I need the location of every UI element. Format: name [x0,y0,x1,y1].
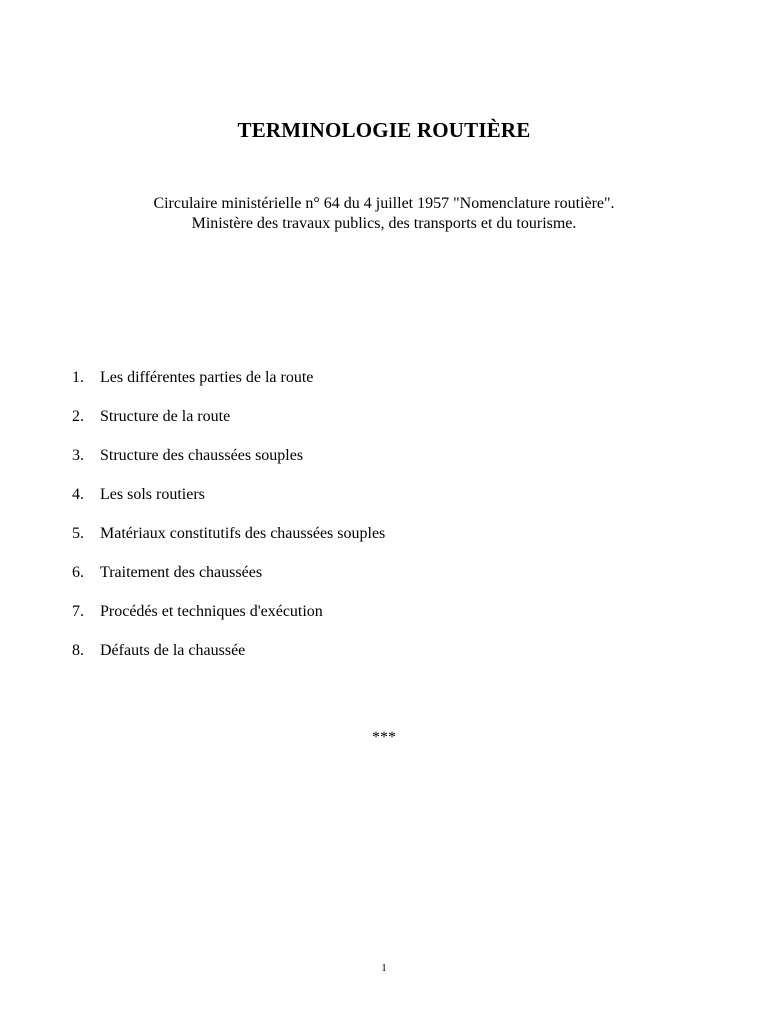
toc-item [72,641,385,680]
toc-item-label: Traitement des chaussées [100,564,263,581]
toc-item-label: Procédés et techniques d'exécution [100,603,323,620]
toc-item-number: 1. [72,369,84,386]
page-number: 1 [381,962,387,974]
toc-item [72,563,385,602]
section-separator: *** [372,729,396,746]
toc-item-label: Structure de la route [100,408,231,425]
subtitle-line-ministry: Ministère des travaux publics, des transports et du tourisme. [191,215,577,232]
table-of-contents [72,368,385,680]
toc-item-number: 2. [72,408,84,425]
document-subtitle [0,194,768,234]
toc-item [72,446,385,485]
toc-item-label: Les différentes parties de la route [100,369,314,386]
document-title: TERMINOLOGIE ROUTIÈRE [237,118,531,142]
toc-item [72,407,385,446]
subtitle-line-circular: Circulaire ministérielle n° 64 du 4 juillet 1957 "Nomenclature routière". [153,195,615,212]
toc-item-number: 8. [72,642,84,659]
toc-item-number: 3. [72,447,84,464]
toc-item-label: Structure des chaussées souples [100,447,304,464]
toc-item-label: Matériaux constitutifs des chaussées souples [100,525,386,542]
toc-item [72,485,385,524]
toc-item-number: 7. [72,603,84,620]
toc-item-number: 4. [72,486,84,503]
toc-item [72,524,385,563]
toc-item [72,368,385,407]
toc-item-number: 5. [72,525,84,542]
toc-item-label: Les sols routiers [100,486,205,503]
toc-item [72,602,385,641]
toc-item-label: Défauts de la chaussée [100,642,246,659]
toc-item-number: 6. [72,564,84,581]
